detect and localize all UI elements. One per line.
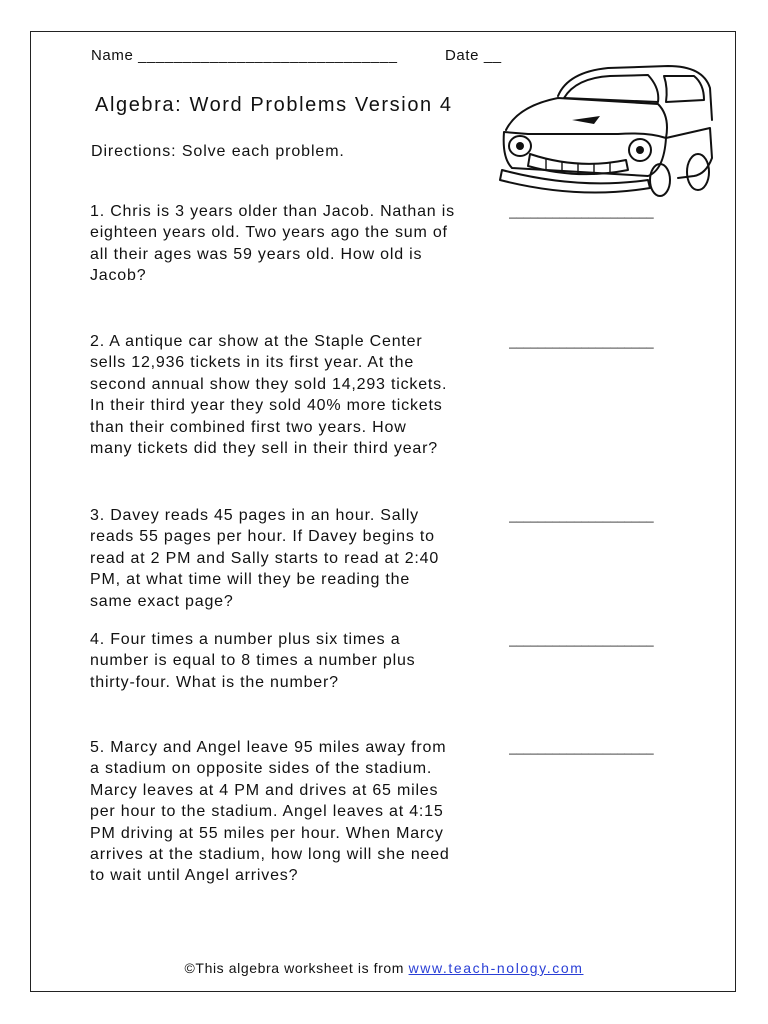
front-wheel	[650, 164, 670, 196]
car-windshield	[564, 75, 658, 102]
antique-car-icon	[498, 58, 716, 200]
car-side-window	[664, 76, 704, 102]
rear-wheel	[687, 154, 709, 190]
problem-3: 3. Davey reads 45 pages in an hour. Sally reads 55 pages per hour. If Davey begins to read at 2 PM and Sally starts to read at 2:40 PM, at what time will they be reading the same exact page?	[90, 507, 440, 610]
date-field-label: Date __	[445, 47, 502, 64]
footer	[0, 960, 768, 976]
copyright-text: ©This algebra worksheet is from	[184, 960, 405, 976]
name-field-label: Name _____________________________	[91, 47, 398, 64]
car-body-side	[666, 128, 712, 178]
page-title: Algebra: Word Problems Version 4	[95, 94, 453, 116]
answer-line-4[interactable]: ____________________	[509, 632, 654, 647]
directions-text: Directions: Solve each problem.	[91, 143, 345, 160]
problem-5: 5. Marcy and Angel leave 95 miles away from a stadium on opposite sides of the stadium. Marcy leaves at 4 PM and drives at 65 miles per hour to the stadium. Angel leaves at 4:15 PM driving at 55 miles per hour. When Marcy arrives at the stadium, how long will she need to wait until Angel arrives?	[90, 739, 450, 885]
answer-line-1[interactable]: ____________________	[509, 204, 654, 219]
car-roof	[558, 66, 712, 120]
answer-line-2[interactable]: ____________________	[509, 334, 654, 349]
problem-2: 2. A antique car show at the Staple Center sells 12,936 tickets in its first year. At the second annual show they sold 14,293 tickets. In their third year they sold 40% more tickets than their combined first two years. How many tickets did they sell in their third year?	[90, 333, 448, 458]
answer-line-3[interactable]: ____________________	[509, 508, 654, 523]
hood-ornament	[572, 116, 600, 124]
problem-1: 1. Chris is 3 years older than Jacob. Nathan is eighteen years old. Two years ago the sum of all their ages was 59 years old. How old is Jacob?	[90, 203, 455, 285]
source-link[interactable]: www.teach-nology.com	[408, 960, 584, 976]
problem-4: 4. Four times a number plus six times a number is equal to 8 times a number plus thirty-four. What is the number?	[90, 631, 416, 691]
answer-line-5[interactable]: ____________________	[509, 740, 654, 755]
